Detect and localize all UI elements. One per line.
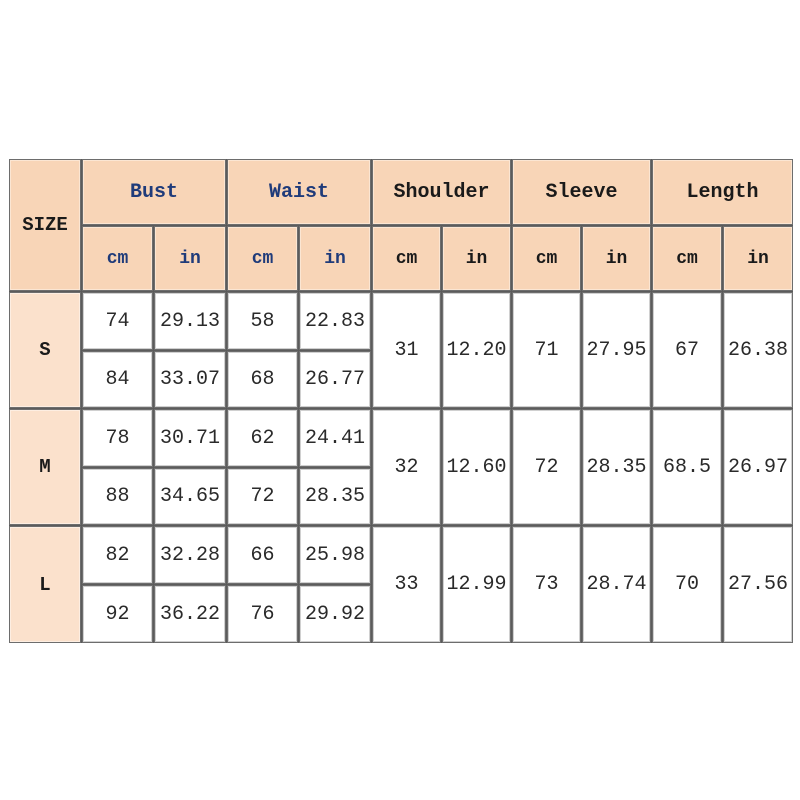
size-label-s: S (9, 292, 81, 408)
bust-in-value: 33.07 (154, 351, 226, 408)
sleeve-cm-value: 71 (512, 292, 581, 408)
size-label-l: L (9, 526, 81, 643)
waist-in-value: 22.83 (299, 292, 371, 350)
waist-header: Waist (227, 159, 371, 225)
length-in-value: 26.97 (723, 409, 793, 525)
size-chart-table (9, 159, 793, 643)
sleeve-in-unit: in (582, 226, 651, 291)
length-cm-value: 67 (652, 292, 722, 408)
bust-in-value: 29.13 (154, 292, 226, 350)
waist-cm-value: 66 (227, 526, 298, 584)
bust-in-unit: in (154, 226, 226, 291)
size-label-m: M (9, 409, 81, 525)
shoulder-in-value: 12.99 (442, 526, 511, 643)
shoulder-in-value: 12.20 (442, 292, 511, 408)
sleeve-in-value: 27.95 (582, 292, 651, 408)
length-header: Length (652, 159, 793, 225)
waist-cm-value: 76 (227, 585, 298, 643)
size-header: SIZE (9, 159, 81, 291)
bust-cm-value: 84 (82, 351, 153, 408)
shoulder-in-value: 12.60 (442, 409, 511, 525)
shoulder-cm-value: 32 (372, 409, 441, 525)
waist-in-value: 25.98 (299, 526, 371, 584)
waist-cm-value: 72 (227, 468, 298, 525)
length-in-value: 26.38 (723, 292, 793, 408)
bust-header: Bust (82, 159, 226, 225)
waist-in-unit: in (299, 226, 371, 291)
waist-cm-value: 68 (227, 351, 298, 408)
bust-cm-value: 82 (82, 526, 153, 584)
length-in-value: 27.56 (723, 526, 793, 643)
length-cm-unit: cm (652, 226, 722, 291)
shoulder-cm-unit: cm (372, 226, 441, 291)
bust-cm-value: 88 (82, 468, 153, 525)
bust-in-value: 30.71 (154, 409, 226, 467)
bust-cm-unit: cm (82, 226, 153, 291)
sleeve-in-value: 28.35 (582, 409, 651, 525)
sleeve-cm-value: 72 (512, 409, 581, 525)
waist-in-value: 24.41 (299, 409, 371, 467)
waist-cm-unit: cm (227, 226, 298, 291)
shoulder-cm-value: 31 (372, 292, 441, 408)
waist-in-value: 26.77 (299, 351, 371, 408)
bust-cm-value: 74 (82, 292, 153, 350)
shoulder-cm-value: 33 (372, 526, 441, 643)
sleeve-cm-value: 73 (512, 526, 581, 643)
sleeve-header: Sleeve (512, 159, 651, 225)
waist-cm-value: 58 (227, 292, 298, 350)
bust-in-value: 32.28 (154, 526, 226, 584)
length-cm-value: 68.5 (652, 409, 722, 525)
bust-in-value: 34.65 (154, 468, 226, 525)
sleeve-cm-unit: cm (512, 226, 581, 291)
shoulder-in-unit: in (442, 226, 511, 291)
sleeve-in-value: 28.74 (582, 526, 651, 643)
waist-in-value: 29.92 (299, 585, 371, 643)
shoulder-header: Shoulder (372, 159, 511, 225)
waist-in-value: 28.35 (299, 468, 371, 525)
bust-in-value: 36.22 (154, 585, 226, 643)
bust-cm-value: 78 (82, 409, 153, 467)
bust-cm-value: 92 (82, 585, 153, 643)
length-in-unit: in (723, 226, 793, 291)
waist-cm-value: 62 (227, 409, 298, 467)
length-cm-value: 70 (652, 526, 722, 643)
